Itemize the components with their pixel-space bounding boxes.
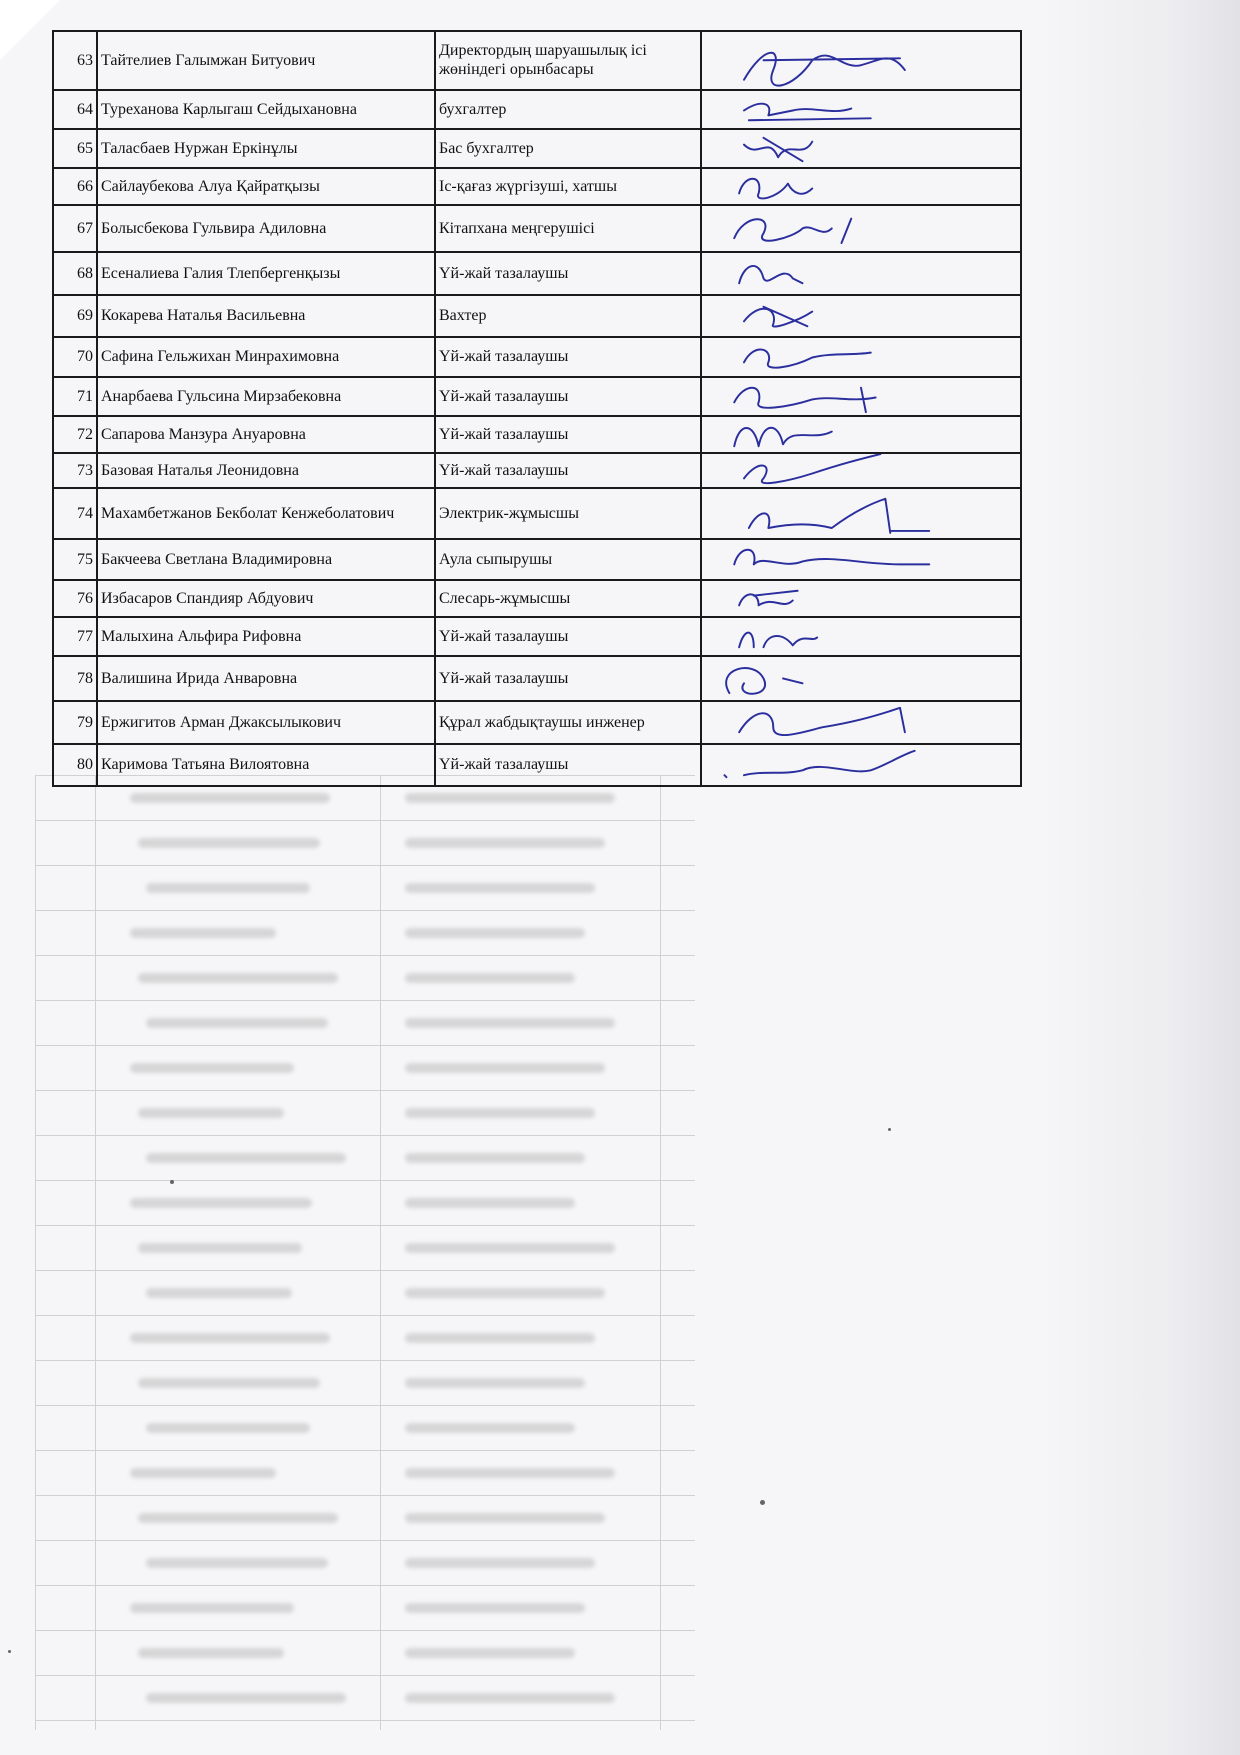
handwritten-signature	[705, 169, 1017, 204]
signature-cell	[701, 580, 1021, 617]
row-number: 77	[53, 617, 97, 656]
ghost-text	[405, 1378, 585, 1388]
ghost-text	[405, 793, 615, 803]
ghost-text	[405, 1288, 605, 1298]
handwritten-signature	[705, 338, 1017, 375]
ghost-text	[146, 1288, 292, 1298]
row-number: 65	[53, 129, 97, 168]
employee-position: Үй-жай тазалаушы	[435, 617, 701, 656]
row-number: 67	[53, 205, 97, 252]
staff-signature-table	[52, 30, 1022, 787]
ghost-column-line	[380, 775, 381, 1730]
ghost-text	[130, 1063, 294, 1073]
ghost-row-line	[35, 1270, 695, 1271]
row-number: 68	[53, 252, 97, 295]
employee-name: Есеналиева Галия Тлепбергенқызы	[97, 252, 435, 295]
employee-name: Сафина Гельжихан Минрахимовна	[97, 337, 435, 376]
ghost-row-line	[35, 1540, 695, 1541]
ghost-text	[130, 1603, 294, 1613]
ghost-text	[405, 1063, 605, 1073]
table-row	[53, 539, 1021, 580]
ghost-text	[405, 838, 605, 848]
ghost-text	[405, 1468, 615, 1478]
signature-cell	[701, 129, 1021, 168]
ghost-row-line	[35, 1630, 695, 1631]
ghost-text	[405, 1333, 595, 1343]
row-number: 73	[53, 453, 97, 488]
signature-cell	[701, 168, 1021, 205]
signature-cell	[701, 744, 1021, 787]
table-row	[53, 90, 1021, 129]
ghost-text	[405, 973, 575, 983]
ghost-text	[138, 838, 320, 848]
ghost-text	[130, 1198, 312, 1208]
signature-cell	[701, 617, 1021, 656]
ghost-row-line	[35, 1720, 695, 1721]
ghost-text	[138, 1108, 284, 1118]
handwritten-signature	[705, 296, 1017, 337]
signature-cell	[701, 90, 1021, 129]
table-row	[53, 252, 1021, 295]
ghost-text	[146, 883, 310, 893]
ghost-text	[138, 1243, 302, 1253]
scan-speck	[888, 1128, 891, 1131]
employee-position: Үй-жай тазалаушы	[435, 656, 701, 701]
signature-cell	[701, 453, 1021, 488]
table-row	[53, 205, 1021, 252]
ghost-text	[146, 1153, 346, 1163]
employee-position: Электрик-жұмысшы	[435, 488, 701, 539]
employee-position: Үй-жай тазалаушы	[435, 744, 701, 787]
ghost-text	[138, 1513, 338, 1523]
employee-position: Вахтер	[435, 295, 701, 338]
table-row	[53, 656, 1021, 701]
ghost-text	[130, 928, 276, 938]
ghost-row-line	[35, 1180, 695, 1181]
employee-position: Слесарь-жұмысшы	[435, 580, 701, 617]
employee-position: Іс-қағаз жүргізуші, хатшы	[435, 168, 701, 205]
ghost-text	[146, 1423, 310, 1433]
ghost-text	[130, 793, 330, 803]
ghost-row-line	[35, 1225, 695, 1226]
employee-name: Малыхина Альфира Рифовна	[97, 617, 435, 656]
employee-name: Каримова Татьяна Вилоятовна	[97, 744, 435, 787]
ghost-text	[146, 1693, 346, 1703]
table-row	[53, 453, 1021, 488]
signature-cell	[701, 416, 1021, 453]
signature-cell	[701, 377, 1021, 416]
ghost-row-line	[35, 1450, 695, 1451]
employee-position: Аула сыпырушы	[435, 539, 701, 580]
handwritten-signature	[705, 454, 1017, 487]
ghost-text	[405, 1693, 615, 1703]
ghost-text	[405, 1423, 575, 1433]
row-number: 75	[53, 539, 97, 580]
employee-position: Құрал жабдықтаушы инженер	[435, 701, 701, 744]
employee-name: Кокарева Наталья Васильевна	[97, 295, 435, 338]
employee-name: Валишина Ирида Анваровна	[97, 656, 435, 701]
ghost-text	[405, 1018, 615, 1028]
ghost-row-line	[35, 1495, 695, 1496]
ghost-row-line	[35, 1135, 695, 1136]
employee-name: Анарбаева Гульсина Мирзабековна	[97, 377, 435, 416]
employee-position: бухгалтер	[435, 90, 701, 129]
row-number: 79	[53, 701, 97, 744]
employee-name: Ержигитов Арман Джаксылыкович	[97, 701, 435, 744]
handwritten-signature	[705, 702, 1017, 743]
row-number: 69	[53, 295, 97, 338]
scan-speck	[8, 1650, 11, 1653]
table-row	[53, 295, 1021, 338]
signature-cell	[701, 252, 1021, 295]
handwritten-signature	[705, 745, 1017, 786]
scan-speck	[760, 1500, 765, 1505]
handwritten-signature	[705, 657, 1017, 700]
row-number: 70	[53, 337, 97, 376]
handwritten-signature	[705, 378, 1017, 415]
ghost-column-line	[95, 775, 96, 1730]
employee-position: Үй-жай тазалаушы	[435, 337, 701, 376]
employee-name: Базовая Наталья Леонидовна	[97, 453, 435, 488]
employee-position: Бас бухгалтер	[435, 129, 701, 168]
handwritten-signature	[705, 91, 1017, 128]
ghost-row-line	[35, 1585, 695, 1586]
table-row	[53, 129, 1021, 168]
bleed-through-table	[35, 775, 695, 1730]
table-row	[53, 168, 1021, 205]
row-number: 76	[53, 580, 97, 617]
ghost-row-line	[35, 1315, 695, 1316]
signature-cell	[701, 295, 1021, 338]
ghost-text	[405, 1153, 585, 1163]
row-number: 72	[53, 416, 97, 453]
ghost-row-line	[35, 865, 695, 866]
row-number: 66	[53, 168, 97, 205]
ghost-text	[405, 1558, 595, 1568]
table-row	[53, 580, 1021, 617]
handwritten-signature	[705, 417, 1017, 452]
ghost-row-line	[35, 1675, 695, 1676]
ghost-text	[405, 1648, 575, 1658]
employee-position: Үй-жай тазалаушы	[435, 377, 701, 416]
signature-cell	[701, 701, 1021, 744]
ghost-row-line	[35, 1090, 695, 1091]
row-number: 64	[53, 90, 97, 129]
employee-name: Болысбекова Гульвира Адиловна	[97, 205, 435, 252]
ghost-text	[405, 1198, 575, 1208]
table-row	[53, 416, 1021, 453]
ghost-text	[405, 1603, 585, 1613]
ghost-text	[146, 1018, 328, 1028]
folded-corner	[0, 0, 60, 60]
employee-position: Үй-жай тазалаушы	[435, 252, 701, 295]
row-number: 71	[53, 377, 97, 416]
employee-position: Үй-жай тазалаушы	[435, 416, 701, 453]
ghost-text	[405, 1513, 605, 1523]
employee-name: Избасаров Спандияр Абдуович	[97, 580, 435, 617]
ghost-text	[405, 928, 585, 938]
signature-cell	[701, 31, 1021, 90]
employee-position: Директордың шаруашылық ісі жөніндегі орынбасары	[435, 31, 701, 90]
ghost-row-line	[35, 1360, 695, 1361]
row-number: 78	[53, 656, 97, 701]
employee-name: Туреханова Карлыгаш Сейдыхановна	[97, 90, 435, 129]
employee-name: Тайтелиев Галымжан Битуович	[97, 31, 435, 90]
employee-position: Үй-жай тазалаушы	[435, 453, 701, 488]
signature-cell	[701, 205, 1021, 252]
ghost-row-line	[35, 1000, 695, 1001]
employee-name: Сапарова Манзура Ануаровна	[97, 416, 435, 453]
handwritten-signature	[705, 618, 1017, 655]
table-row	[53, 617, 1021, 656]
table-row	[53, 31, 1021, 90]
handwritten-signature	[705, 130, 1017, 167]
ghost-text	[138, 973, 338, 983]
handwritten-signature	[705, 489, 1017, 538]
ghost-column-line	[35, 775, 36, 1730]
employee-name: Бакчеева Светлана Владимировна	[97, 539, 435, 580]
signature-cell	[701, 539, 1021, 580]
ghost-text	[405, 1108, 595, 1118]
employee-name: Таласбаев Нуржан Еркінұлы	[97, 129, 435, 168]
ghost-text	[130, 1333, 330, 1343]
page-shadow-edge	[1040, 0, 1240, 1755]
ghost-text	[405, 1243, 615, 1253]
ghost-row-line	[35, 1405, 695, 1406]
table-row	[53, 701, 1021, 744]
table-row	[53, 744, 1021, 787]
table-row	[53, 337, 1021, 376]
ghost-text	[405, 883, 595, 893]
ghost-text	[138, 1648, 284, 1658]
ghost-row-line	[35, 1045, 695, 1046]
row-number: 80	[53, 744, 97, 787]
table-row	[53, 377, 1021, 416]
ghost-text	[130, 1468, 276, 1478]
handwritten-signature	[705, 32, 1017, 89]
ghost-text	[138, 1378, 320, 1388]
ghost-column-line	[660, 775, 661, 1730]
signature-cell	[701, 337, 1021, 376]
handwritten-signature	[705, 253, 1017, 294]
employee-name: Сайлаубекова Алуа Қайратқызы	[97, 168, 435, 205]
table-row	[53, 488, 1021, 539]
row-number: 74	[53, 488, 97, 539]
handwritten-signature	[705, 206, 1017, 251]
signature-cell	[701, 656, 1021, 701]
employee-position: Кітапхана меңгерушісі	[435, 205, 701, 252]
row-number: 63	[53, 31, 97, 90]
ghost-row-line	[35, 955, 695, 956]
ghost-text	[146, 1558, 328, 1568]
signature-cell	[701, 488, 1021, 539]
ghost-row-line	[35, 910, 695, 911]
employee-name: Махамбетжанов Бекболат Кенжеболатович	[97, 488, 435, 539]
handwritten-signature	[705, 540, 1017, 579]
ghost-row-line	[35, 820, 695, 821]
handwritten-signature	[705, 581, 1017, 616]
